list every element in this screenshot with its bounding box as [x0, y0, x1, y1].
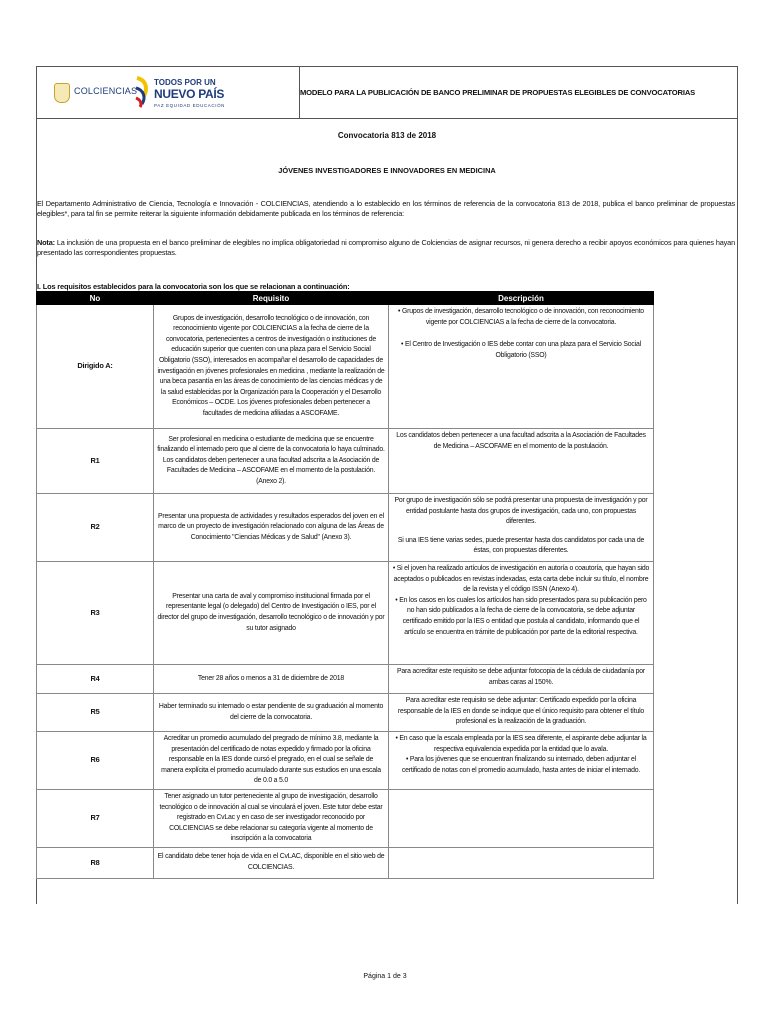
frame-right-border: [737, 66, 738, 904]
table-row: [37, 848, 654, 879]
tricolor-mark-icon: [134, 76, 150, 108]
row-number: Dirigido A:: [37, 305, 154, 429]
logo-line-2: NUEVO PAÍS: [154, 87, 225, 101]
row-descripcion: [389, 494, 654, 562]
header-no: No: [37, 292, 154, 305]
row-requisito: Tener asignado un tutor perteneciente al grupo de investigación, desarrollo tecnológico o de innovación al cual se vinculará el joven. Este tutor debe estar registrado en CvLac y en caso de ser investigador reconocido por COLCIENCIAS se debe relacionar su categoría vigente al momento de inscripción a la convocatoria: [154, 790, 389, 848]
descripcion-line: • El Centro de Investigación o IES debe contar con una plaza para el Servicio Social Obligatorio (SSO): [401, 341, 641, 359]
note-text: La inclusión de una propuesta en el banco preliminar de elegibles no implica obligatoriedad ni compromiso alguno de Colciencias de asignar recursos, ni genera derecho a recibir apoyos económicos para quienes hayan presentado las correspondientes propuestas.: [37, 238, 735, 257]
table-row: [37, 305, 654, 429]
table-row: [37, 494, 654, 562]
section-title: I. Los requisitos establecidos para la convocatoria son los que se relacionan a continuación:: [37, 282, 350, 291]
descripcion-line: • En caso que la escala empleada por la IES sea diferente, el aspirante debe adjuntar la respectiva equivalencia expedida por la entidad que lo avala.: [395, 735, 647, 753]
row-requisito: Grupos de investigación, desarrollo tecnológico o de innovación, con reconocimiento vigente por COLCIENCIAS a la fecha de cierre de la convocatoria, pertenecientes a centros de investigación o instituciones de educación superior que cuenten con una plaza para el Servicio Social Obligatorio (SSO), interesados en acompañar el desarrollo de capacidades de investigación en jóvenes profesionales en medicina , mediante la realización de una beca pasantía en las áreas de conocimiento de las ciencias médicas y de la salud establecidas por la Organización para la Cooperación y el Desarrollo Económicos – OCDE. Los jóvenes profesionales deben pertenecer a facultades de medicina afiliadas a ASCOFAME.: [154, 305, 389, 429]
note-label: Nota:: [37, 238, 55, 247]
header-requisito: Requisito: [154, 292, 389, 305]
table-header-row: [37, 292, 654, 305]
descripcion-line: • En los casos en los cuales los artículos han sido presentados para su publicación pero no han sido publicados a la fecha de cierre de la convocatoria, se debe adjuntar certificado emitido por la IES o entidad que postula al candidato, informando que el artículo se encuentra en trámite de publicación por parte de la editorial respectiva.: [395, 596, 647, 636]
row-descripcion: [389, 790, 654, 848]
row-requisito: El candidato debe tener hoja de vida en el CvLAC, disponible en el sitio web de COLCIENCIAS.: [154, 848, 389, 879]
row-requisito: Haber terminado su internado o estar pendiente de su graduación al momento del cierre de la convocatoria.: [154, 694, 389, 732]
table-row: [37, 790, 654, 848]
document-title: MODELO PARA LA PUBLICACIÓN DE BANCO PRELIMINAR DE PROPUESTAS ELEGIBLES DE CONVOCATORIAS: [300, 88, 696, 97]
descripcion-line: Por grupo de investigación sólo se podrá presentar una propuesta de investigación y por entidad postulante hasta dos grupos de investigación, cada uno, con propuestas diferentes.: [394, 497, 648, 526]
page-number: Página 1 de 3: [363, 973, 407, 980]
colciencias-logo-text: COLCIENCIAS: [74, 86, 138, 96]
row-number: R4: [37, 665, 154, 694]
todos-por-un-nuevo-pais-logo: [134, 76, 230, 116]
row-number: R6: [37, 732, 154, 790]
row-requisito: Presentar una carta de aval y compromiso institucional firmada por el representante legal (o delegado) del Centro de Investigación o IES, por el director del grupo de investigación, desarrollo tecnológico o de innovación y por su tutor asignado: [154, 562, 389, 665]
table-row: [37, 665, 654, 694]
table-row: [37, 429, 654, 494]
descripcion-line: Si una IES tiene varias sedes, puede presentar hasta dos candidatos por cada una de éstas, con propuestas diferentes.: [397, 536, 645, 555]
descripcion-line: Para acreditar este requisito se debe adjuntar: Certificado expedido por la oficina responsable de la IES en donde se indique que el único requisito para obtener el título profesional es la realización de la graduación.: [397, 697, 645, 726]
row-number: R1: [37, 429, 154, 494]
row-requisito: Acreditar un promedio acumulado del pregrado de mínimo 3.8, mediante la presentación del certificado de notas expedido y firmado por la oficina responsable en la IES donde cursó el pregrado, en el cual se señale de manera explícita el promedio acumulado durante sus estudios en una escala de 0.0 a 5.0: [154, 732, 389, 790]
row-descripcion: [389, 848, 654, 879]
header-bottom-border: [36, 118, 738, 119]
note-paragraph: [37, 238, 735, 258]
convocatoria-number: Convocatoria 813 de 2018: [337, 131, 437, 140]
intro-paragraph: El Departamento Administrativo de Ciencia, Tecnología e Innovación - COLCIENCIAS, atendiendo a lo establecido en los términos de referencia de la convocatoria 813 de 2018, publica el banco preliminar de propuestas elegibles*, para tal fin se permite reiterar la siguiente información debidamente publicada en los términos de referencia:: [37, 199, 735, 218]
descripcion-line: • Si el joven ha realizado artículos de investigación en autoría o coautoría, que hayan sido aceptados o publicados en revistas indexadas, esta carta debe incluir su título, el nombre de la revista y el código ISSN (Anexo 4).: [392, 565, 650, 594]
colciencias-logo: [54, 82, 140, 104]
requirements-table: [36, 291, 654, 879]
row-number: R8: [37, 848, 154, 879]
row-descripcion: [389, 694, 654, 732]
program-name: JÓVENES INVESTIGADORES E INNOVADORES EN MEDICINA: [278, 166, 496, 175]
row-descripcion: [389, 305, 654, 429]
row-descripcion: [389, 732, 654, 790]
colombia-crest-icon: [54, 83, 70, 103]
logo-line-1: TODOS POR UN: [154, 78, 216, 87]
row-number: R7: [37, 790, 154, 848]
descripcion-line: Los candidatos deben pertenecer a una facultad adscrita a la Asociación de Facultades de Medicina – ASCOFAME en el momento de la postulación.: [396, 432, 646, 450]
descripcion-line: • Grupos de investigación, desarrollo tecnológico o de innovación, con reconocimiento vigente por COLCIENCIAS a la fecha de cierre de la convocatoria.: [398, 308, 644, 326]
row-number: R5: [37, 694, 154, 732]
table-row: [37, 732, 654, 790]
row-number: R2: [37, 494, 154, 562]
header-descripcion: Descripción: [389, 292, 654, 305]
row-number: R3: [37, 562, 154, 665]
row-descripcion: [389, 562, 654, 665]
descripcion-line: Para acreditar este requisito se debe adjuntar fotocopia de la cédula de ciudadanía por ambas caras al 150%.: [396, 668, 646, 686]
table-row: [37, 562, 654, 665]
row-requisito: Tener 28 años o menos a 31 de diciembre de 2018: [154, 665, 389, 694]
row-requisito: Ser profesional en medicina o estudiante de medicina que se encuentre finalizando el internado pero que al cierre de la convocatoria lo haya culminado. Los candidatos deben pertenecer a una facultad adscrita a la Asociación de Facultades de Medicina – ASCOFAME en el momento de la postulación. (Anexo 2).: [154, 429, 389, 494]
table-row: [37, 694, 654, 732]
descripcion-line: • Para los jóvenes que se encuentran finalizando su internado, deben adjuntar el certificado de notas con el promedio acumulado, hasta antes de iniciar el internado.: [401, 756, 641, 774]
logo-line-3: PAZ EQUIDAD EDUCACIÓN: [154, 103, 226, 108]
row-descripcion: [389, 429, 654, 494]
row-descripcion: [389, 665, 654, 694]
row-requisito: Presentar una propuesta de actividades y resultados esperados del joven en el marco de un proyecto de investigación relacionado con alguna de las Áreas de Conocimiento "Ciencias Médicas y de Salud" (Anexo 3).: [154, 494, 389, 562]
